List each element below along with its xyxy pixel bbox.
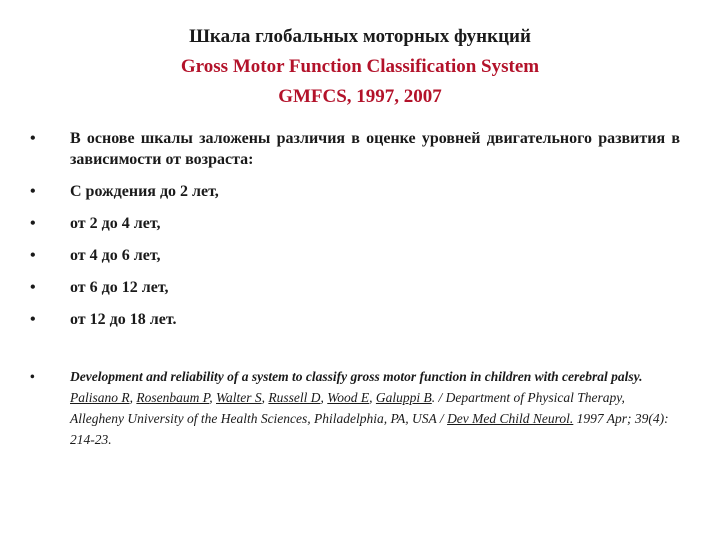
list-item: • В основе шкалы заложены различия в оценке уровней двигательного развития в зависимости от возраста: bbox=[30, 130, 680, 168]
reference-citation: • Development and reliability of a system to classify gross motor function in children with cerebral palsy. Palisano R, Rosenbaum P, Walter S, Russell D, Wood E, Galuppi B. / Department of Physical Therapy, Allegheny University of the Health Sciences, Philadelphia, PA, USA / Dev Med Child Neurol. 1997 Apr; 39(4): 214-23. bbox=[30, 366, 680, 450]
list-item: • от 12 до 18 лет. bbox=[30, 311, 177, 328]
bullet-icon: • bbox=[30, 279, 36, 296]
bullet-icon: • bbox=[30, 311, 36, 328]
reference-citation-details: 1997 Apr; 39(4): 214-23. bbox=[70, 411, 669, 447]
bullet-icon: • bbox=[30, 183, 36, 200]
age-bullet-list bbox=[30, 128, 680, 341]
list-item: • от 6 до 12 лет, bbox=[30, 279, 169, 296]
author-link-wood[interactable]: Wood E bbox=[327, 390, 370, 405]
author-link-palisano[interactable]: Palisano R bbox=[70, 390, 130, 405]
title-english: Gross Motor Function Classification System bbox=[180, 56, 540, 77]
bullet-icon: • bbox=[30, 130, 36, 147]
bullet-icon: • bbox=[30, 247, 36, 264]
bullet-icon: • bbox=[30, 215, 36, 232]
list-item: • от 2 до 4 лет, bbox=[30, 215, 161, 232]
bullet-icon: • bbox=[30, 369, 35, 384]
reference-title: Development and reliability of a system to classify gross motor function in children with cerebral palsy. bbox=[70, 369, 643, 384]
author-link-walter[interactable]: Walter S bbox=[216, 390, 262, 405]
list-item: • от 4 до 6 лет, bbox=[30, 247, 161, 264]
author-link-russell[interactable]: Russell D bbox=[268, 390, 321, 405]
journal-link[interactable]: Dev Med Child Neurol. bbox=[447, 411, 574, 426]
slide-title bbox=[0, 22, 720, 112]
list-item: • С рождения до 2 лет, bbox=[30, 183, 219, 200]
author-link-galuppi[interactable]: Galuppi B bbox=[375, 390, 432, 405]
title-year: GMFCS, 1997, 2007 bbox=[278, 86, 442, 107]
author-link-rosenbaum[interactable]: Rosenbaum P bbox=[136, 390, 210, 405]
reference-affiliation: Department of Physical Therapy, Allegheny University of the Health Sciences, Philadelphia, PA, USA bbox=[70, 390, 625, 426]
title-russian: Шкала глобальных моторных функций bbox=[189, 26, 531, 47]
